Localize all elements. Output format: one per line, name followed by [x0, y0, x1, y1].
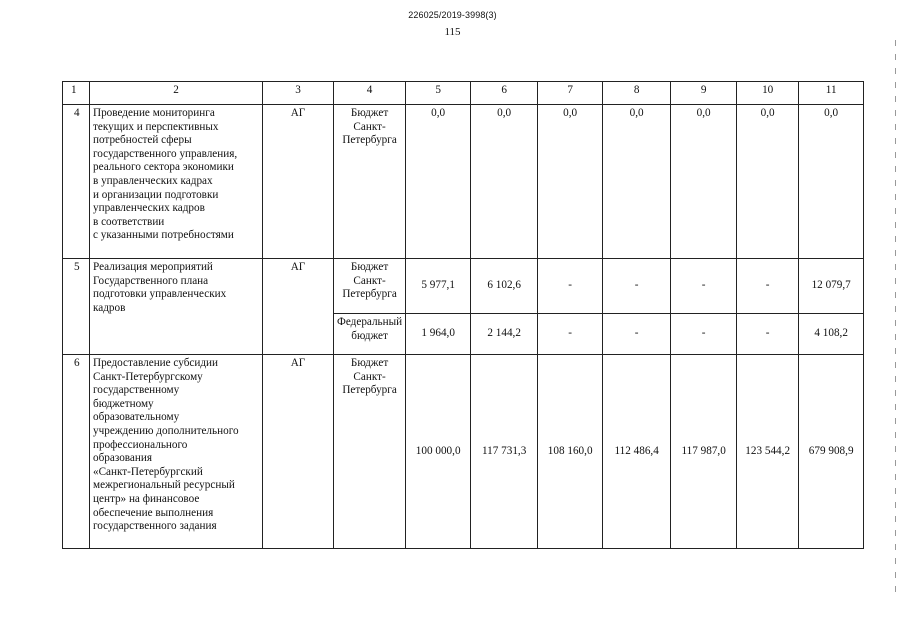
amount-cell: 117 987,0 — [671, 355, 737, 549]
amount-cell: - — [671, 259, 737, 314]
cell-text-line: Санкт- — [353, 120, 386, 133]
cell-text-line: «Санкт-Петербургский — [93, 465, 203, 478]
cell-text-line: с указанными потребностями — [93, 229, 234, 242]
cell-text-line: в соответствии — [93, 215, 165, 228]
amount-cell: 0,0 — [737, 105, 799, 259]
funding-source — [334, 259, 406, 314]
amount-cell: - — [737, 314, 799, 355]
column-header: 10 — [737, 82, 799, 105]
executor: АГ — [263, 355, 334, 549]
document-code: 226025/2019-3998(3) — [408, 10, 497, 20]
cell-text-line: государственного задания — [93, 520, 217, 533]
cell-text-line: Санкт- — [353, 370, 386, 383]
cell-text-line: Предоставление субсидии — [93, 357, 219, 369]
column-header: 3 — [263, 82, 334, 105]
row-number: 4 — [63, 105, 90, 259]
amount-cell: - — [671, 314, 737, 355]
cell-text-line: кадров — [93, 301, 126, 314]
cell-text-line: реального сектора экономики — [93, 161, 234, 174]
cell-text-line: потребностей сферы — [93, 134, 192, 147]
amount-cell: 5 977,1 — [406, 259, 471, 314]
cell-text-line: Бюджет — [350, 261, 389, 273]
table-row — [63, 259, 864, 314]
page-number: 115 — [444, 26, 461, 38]
amount-cell: 108 160,0 — [538, 355, 603, 549]
amount-cell: 0,0 — [471, 105, 538, 259]
amount-cell: 0,0 — [799, 105, 864, 259]
cell-text-line: Петербурга — [342, 288, 397, 301]
amount-cell: 2 144,2 — [471, 314, 538, 355]
column-header: 9 — [671, 82, 737, 105]
amount-cell: - — [538, 259, 603, 314]
amount-cell: 0,0 — [406, 105, 471, 259]
cell-text-line: Санкт- — [353, 274, 386, 287]
column-header: 11 — [799, 82, 864, 105]
activity-description — [90, 259, 263, 355]
amount-cell: 123 544,2 — [737, 355, 799, 549]
cell-text-line: Бюджет — [350, 357, 389, 369]
cell-text-line: управленческих кадров — [93, 202, 205, 215]
amount-cell: 112 486,4 — [603, 355, 671, 549]
table-row — [63, 105, 864, 259]
cell-text-line: государственному — [93, 384, 180, 397]
amount-cell: 1 964,0 — [406, 314, 471, 355]
funding-source — [334, 314, 406, 355]
amount-cell: - — [603, 314, 671, 355]
cell-text-line: Санкт-Петербургскому — [93, 370, 203, 383]
cell-text-line: профессионального — [93, 438, 188, 451]
cell-text-line: образовательному — [93, 411, 180, 424]
cell-text-line: подготовки управленческих — [93, 288, 227, 301]
budget-table — [62, 81, 864, 549]
column-header: 2 — [90, 82, 263, 105]
amount-cell: 6 102,6 — [471, 259, 538, 314]
cell-text-line: Бюджет — [350, 107, 389, 119]
cell-text-line: бюджетному — [93, 397, 154, 410]
amount-cell: - — [603, 259, 671, 314]
amount-cell: 0,0 — [603, 105, 671, 259]
amount-cell: 4 108,2 — [799, 314, 864, 355]
amount-cell: 679 908,9 — [799, 355, 864, 549]
cell-text-line: Реализация мероприятий — [93, 261, 213, 273]
column-header: 7 — [538, 82, 603, 105]
cell-text-line: текущих и перспективных — [93, 120, 219, 133]
cell-text-line: Государственного плана — [93, 274, 209, 287]
column-header: 6 — [471, 82, 538, 105]
row-number: 5 — [63, 259, 90, 355]
executor: АГ — [263, 259, 334, 355]
scan-edge-line — [895, 40, 896, 600]
cell-text-line: бюджет — [351, 329, 388, 342]
amount-cell: - — [538, 314, 603, 355]
cell-text-line: и организации подготовки — [93, 188, 219, 201]
executor: АГ — [263, 105, 334, 259]
cell-text-line: центр» на финансовое — [93, 492, 200, 505]
table-row — [63, 355, 864, 549]
row-number: 6 — [63, 355, 90, 549]
header-row — [63, 82, 864, 105]
funding-source — [334, 355, 406, 549]
amount-cell: 0,0 — [538, 105, 603, 259]
column-header: 5 — [406, 82, 471, 105]
cell-text-line: Петербурга — [342, 384, 397, 397]
amount-cell: 100 000,0 — [406, 355, 471, 549]
cell-text-line: в управленческих кадрах — [93, 174, 213, 187]
cell-text-line: Федеральный — [337, 316, 403, 328]
column-header: 4 — [334, 82, 406, 105]
activity-description — [90, 105, 263, 259]
amount-cell: - — [737, 259, 799, 314]
amount-cell: 0,0 — [671, 105, 737, 259]
funding-source — [334, 105, 406, 259]
cell-text-line: образования — [93, 452, 153, 465]
cell-text-line: государственного управления, — [93, 147, 238, 160]
cell-text-line: учреждению дополнительного — [93, 424, 239, 437]
cell-text-line: межрегиональный ресурсный — [93, 479, 235, 492]
column-header: 8 — [603, 82, 671, 105]
cell-text-line: обеспечение выполнения — [93, 506, 214, 519]
amount-cell: 12 079,7 — [799, 259, 864, 314]
cell-text-line: Петербурга — [342, 134, 397, 147]
cell-text-line: Проведение мониторинга — [93, 107, 215, 119]
amount-cell: 117 731,3 — [471, 355, 538, 549]
activity-description — [90, 355, 263, 549]
column-header: 1 — [63, 82, 90, 105]
